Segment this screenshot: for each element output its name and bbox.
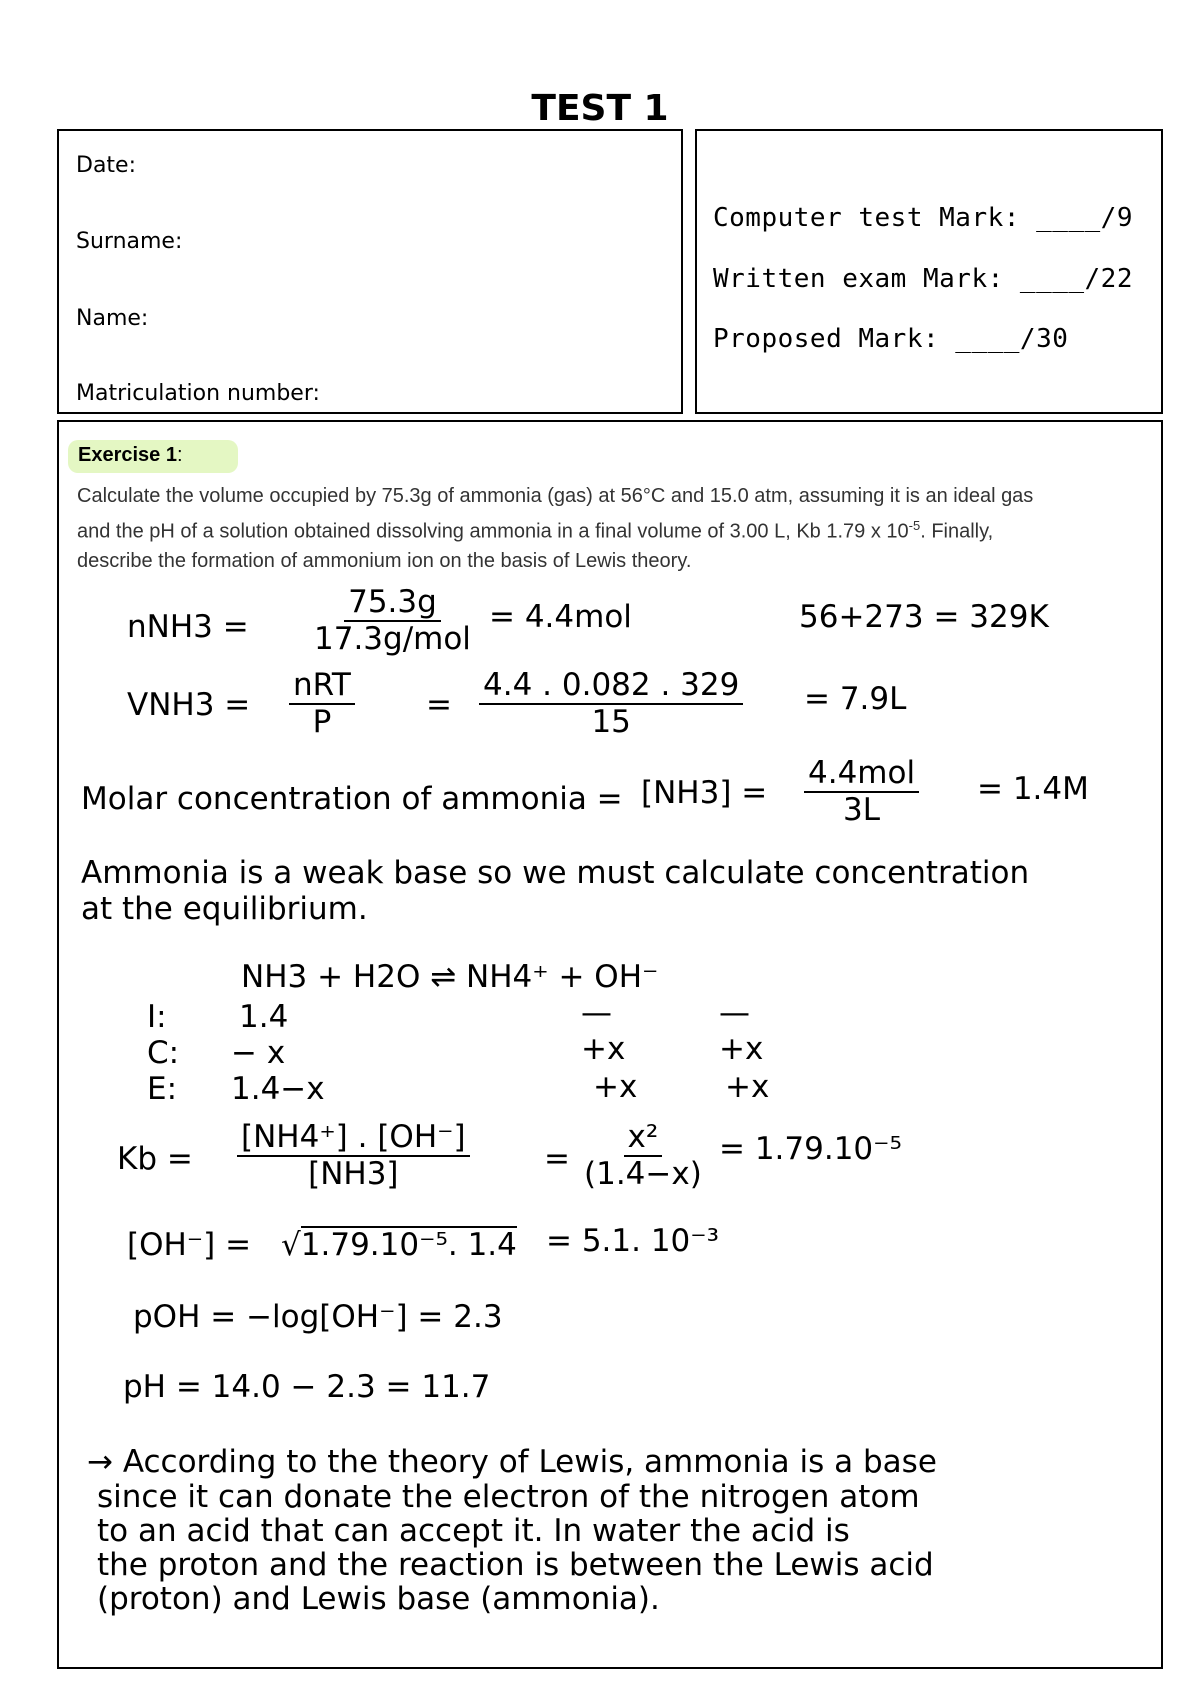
ice-equilibrium-nh3: 1.4−x xyxy=(231,1071,325,1107)
volume-formula-fraction xyxy=(289,667,355,740)
computer-test-mark: Computer test Mark: ____/9 xyxy=(713,203,1133,233)
moles-denominator: 17.3g/mol xyxy=(314,621,471,657)
kb-expression-fraction xyxy=(237,1119,470,1192)
ice-row-label-change: C: xyxy=(147,1035,180,1071)
lewis-line-2: since it can donate the electron of the nitrogen atom xyxy=(97,1479,920,1515)
kb-denominator: [NH3] xyxy=(308,1156,399,1192)
lewis-line-4: the proton and the reaction is between the Lewis acid xyxy=(97,1547,934,1583)
sqrt-radicand: 1.79.10⁻⁵. 1.4 xyxy=(300,1227,517,1263)
oh-sqrt-expression xyxy=(281,1226,517,1261)
moles-label: nNH3 = xyxy=(127,609,249,645)
poh-calculation: pOH = −log[OH⁻] = 2.3 xyxy=(133,1299,503,1335)
sqrt-sign: √ xyxy=(281,1227,301,1263)
ice-initial-nh3: 1.4 xyxy=(239,999,289,1035)
volume-result: = 7.9L xyxy=(804,681,907,717)
kb-x-fraction xyxy=(584,1119,702,1192)
kb-numerator: [NH4⁺] . [OH⁻] xyxy=(237,1122,470,1157)
moles-result: = 4.4mol xyxy=(489,599,632,635)
kb-x-denominator: (1.4−x) xyxy=(584,1156,702,1192)
molar-concentration-result: = 1.4M xyxy=(977,771,1089,807)
exercise-box xyxy=(57,420,1163,1669)
kb-result: = 1.79.10⁻⁵ xyxy=(719,1131,902,1167)
exercise-label-colon: : xyxy=(176,444,183,466)
volume-formula-numerator: nRT xyxy=(289,670,355,705)
exercise-label xyxy=(68,440,238,473)
moles-numerator: 75.3g xyxy=(344,587,441,622)
ice-initial-nh4: — xyxy=(581,995,612,1031)
weak-base-line-2: at the equilibrium. xyxy=(81,891,368,927)
name-label: Name: xyxy=(76,306,149,331)
marks-box xyxy=(695,129,1163,414)
reaction-equation: NH3 + H2O ⇌ NH4⁺ + OH⁻ xyxy=(241,959,659,995)
kb-x-numerator: x² xyxy=(624,1122,663,1157)
statement-line-3: describe the formation of ammonium ion on the basis of Lewis theory. xyxy=(77,549,692,572)
molar-concentration-bracket: [NH3] = xyxy=(641,775,768,811)
ice-row-label-initial: I: xyxy=(147,999,167,1035)
weak-base-line-1: Ammonia is a weak base so we must calculate concentration xyxy=(81,855,1030,891)
statement-line-1: Calculate the volume occupied by 75.3g of ammonia (gas) at 56°C and 15.0 atm, assuming it is an ideal gas xyxy=(77,485,1034,507)
lewis-line-1: → According to the theory of Lewis, ammonia is a base xyxy=(87,1444,937,1480)
exercise-label-text: Exercise 1 xyxy=(78,444,177,466)
ice-change-oh: +x xyxy=(719,1031,764,1067)
exercise-statement xyxy=(77,482,1152,576)
surname-label: Surname: xyxy=(76,229,183,254)
volume-label: VNH3 = xyxy=(127,687,251,723)
written-exam-mark: Written exam Mark: ____/22 xyxy=(713,264,1133,294)
oh-concentration-result: = 5.1. 10⁻³ xyxy=(546,1223,720,1259)
volume-formula-denominator: P xyxy=(312,704,332,740)
volume-calc-denominator: 15 xyxy=(591,704,631,740)
kb-equals: = xyxy=(544,1141,570,1177)
molar-concentration-label: Molar concentration of ammonia = xyxy=(81,781,623,817)
lewis-line-5: (proton) and Lewis base (ammonia). xyxy=(97,1581,660,1617)
kb-label: Kb = xyxy=(117,1141,193,1177)
exponent: -5 xyxy=(908,518,921,533)
temperature-conversion: 56+273 = 329K xyxy=(799,599,1049,635)
oh-concentration-label: [OH⁻] = xyxy=(127,1227,252,1263)
page-title: TEST 1 xyxy=(531,88,669,129)
ice-initial-oh: — xyxy=(719,995,750,1031)
statement-line-2: and the pH of a solution obtained dissolving ammonia in a final volume of 3.00 L, Kb 1.79 x $10^{-5}$. Finally, xyxy=(77,518,994,543)
student-info-box xyxy=(57,129,683,414)
molar-concentration-fraction xyxy=(804,755,919,828)
molar-numerator: 4.4mol xyxy=(804,758,919,793)
ice-equilibrium-nh4: +x xyxy=(593,1069,638,1105)
ice-change-nh4: +x xyxy=(581,1031,626,1067)
volume-equals: = xyxy=(426,687,452,723)
ph-calculation: pH = 14.0 − 2.3 = 11.7 xyxy=(123,1369,491,1405)
matriculation-label: Matriculation number: xyxy=(76,381,320,406)
proposed-mark: Proposed Mark: ____/30 xyxy=(713,324,1069,354)
molar-denominator: 3L xyxy=(843,792,881,828)
moles-fraction xyxy=(314,584,471,657)
date-label: Date: xyxy=(76,153,136,178)
volume-calc-fraction xyxy=(479,667,743,740)
volume-calc-numerator: 4.4 . 0.082 . 329 xyxy=(479,670,743,705)
ice-change-nh3: − x xyxy=(231,1035,286,1071)
lewis-line-3: to an acid that can accept it. In water the acid is xyxy=(97,1513,850,1549)
ice-equilibrium-oh: +x xyxy=(725,1069,770,1105)
ice-row-label-equilibrium: E: xyxy=(147,1071,178,1107)
